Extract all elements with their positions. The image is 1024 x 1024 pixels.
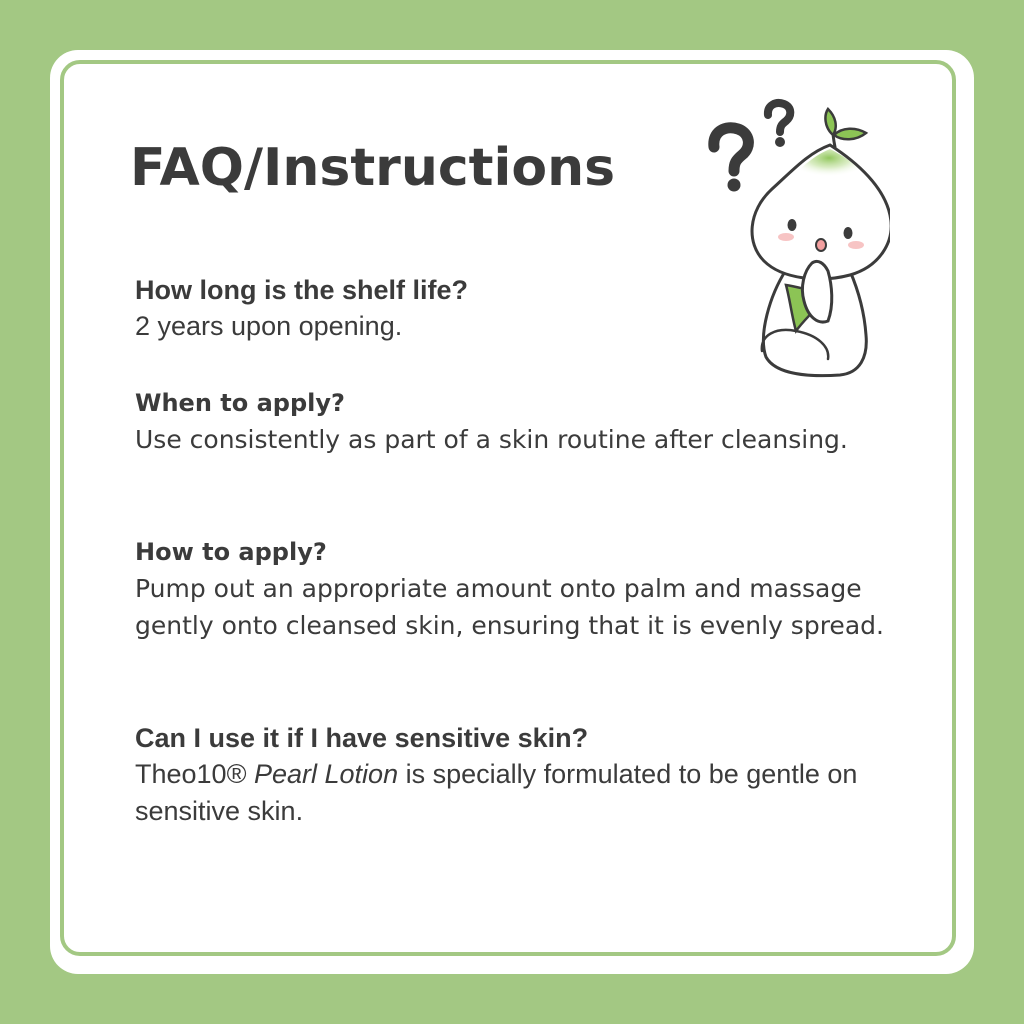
faq-question: When to apply? — [135, 389, 345, 417]
question-mark-icon — [768, 103, 790, 147]
faq-question: How long is the shelf life? — [135, 275, 469, 305]
faq-answer — [135, 756, 895, 830]
faq-item-sensitive-skin — [135, 720, 895, 830]
faq-item-when-to-apply — [135, 385, 895, 458]
faq-answer: Use consistently as part of a skin routine after cleansing. — [135, 425, 848, 454]
page-title: FAQ/Instructions — [130, 138, 616, 198]
question-mark-icon — [714, 128, 749, 192]
answer-rest: is specially formulated to be gentle on sensitive skin. — [135, 759, 858, 826]
faq-question: Can I use it if I have sensitive skin? — [135, 723, 589, 753]
answer-product-name: Pearl Lotion — [253, 759, 399, 789]
faq-answer: 2 years upon opening. — [135, 311, 403, 341]
faq-question: How to apply? — [135, 538, 327, 566]
confused-mascot-icon — [700, 95, 890, 390]
answer-brand: Theo10® — [135, 759, 247, 789]
faq-answer: Pump out an appropriate amount onto palm and massage gently onto cleansed skin, ensuring that it is evenly spread. — [135, 574, 884, 640]
faq-item-how-to-apply — [135, 534, 895, 644]
